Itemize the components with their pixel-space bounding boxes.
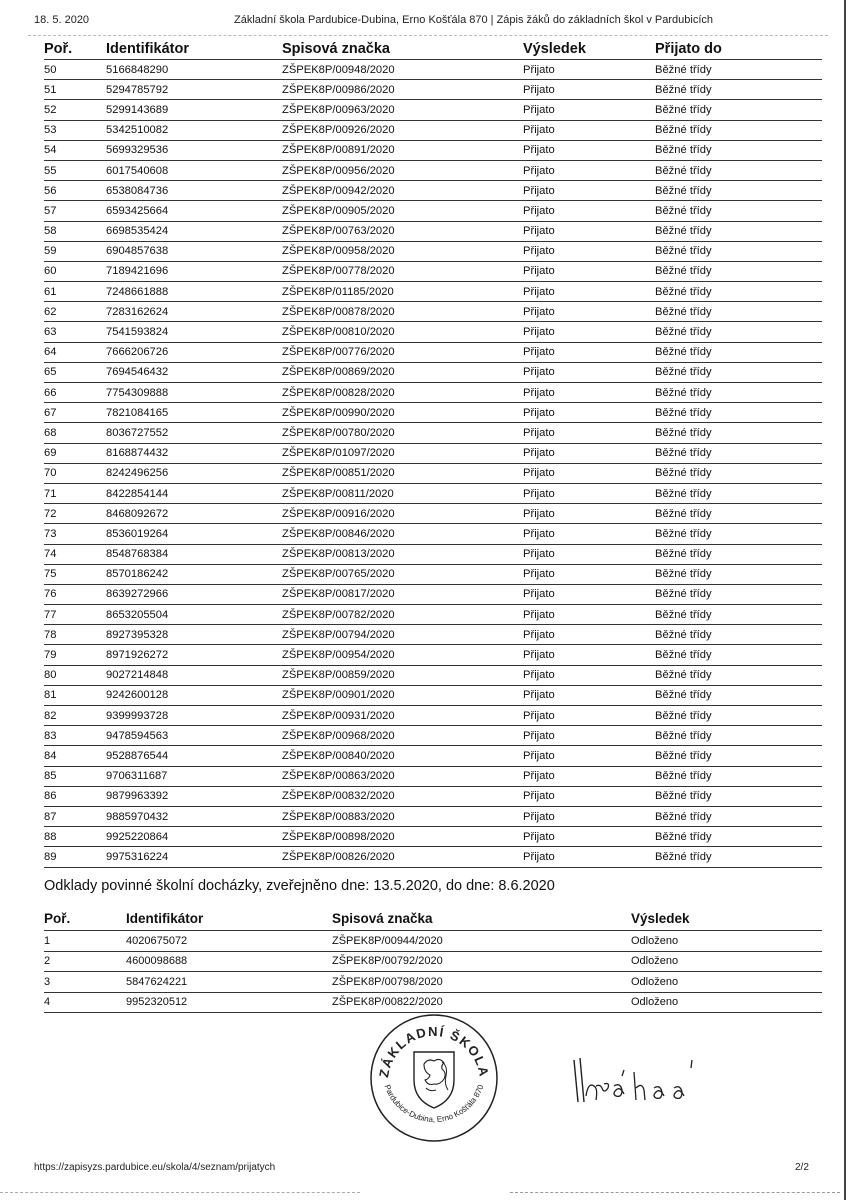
scan-edge-line	[844, 0, 846, 1200]
table-row	[44, 100, 822, 120]
table-row	[44, 221, 822, 241]
table-row	[44, 645, 822, 665]
cell-order: 1	[44, 931, 126, 952]
cell-admitted-to: Běžné třídy	[655, 645, 822, 665]
cell-file-number: ZŠPEK8P/00878/2020	[282, 302, 523, 322]
cell-identifier: 9528876544	[106, 746, 282, 766]
cell-admitted-to: Běžné třídy	[655, 746, 822, 766]
cell-file-number: ZŠPEK8P/00840/2020	[282, 746, 523, 766]
cell-file-number: ZŠPEK8P/00916/2020	[282, 504, 523, 524]
table-row	[44, 931, 822, 952]
table-row	[44, 766, 822, 786]
cell-identifier: 7189421696	[106, 261, 282, 281]
table-row	[44, 786, 822, 806]
cell-identifier: 8971926272	[106, 645, 282, 665]
cell-result: Přijato	[523, 60, 655, 80]
cell-result: Přijato	[523, 221, 655, 241]
admitted-table	[44, 38, 822, 868]
cell-order: 4	[44, 992, 126, 1013]
cell-admitted-to: Běžné třídy	[655, 685, 822, 705]
column-header-order: Poř.	[44, 906, 126, 931]
cell-order: 69	[44, 443, 106, 463]
cell-file-number: ZŠPEK8P/00963/2020	[282, 100, 523, 120]
table-row	[44, 726, 822, 746]
cell-admitted-to: Běžné třídy	[655, 342, 822, 362]
cell-identifier: 7666206726	[106, 342, 282, 362]
cell-identifier: 6904857638	[106, 241, 282, 261]
table-row	[44, 443, 822, 463]
cell-order: 64	[44, 342, 106, 362]
cell-file-number: ZŠPEK8P/01097/2020	[282, 443, 523, 463]
cell-admitted-to: Běžné třídy	[655, 160, 822, 180]
cell-result: Přijato	[523, 100, 655, 120]
cell-order: 71	[44, 483, 106, 503]
cell-result: Přijato	[523, 806, 655, 826]
table-row	[44, 423, 822, 443]
cell-order: 83	[44, 726, 106, 746]
cell-result: Přijato	[523, 181, 655, 201]
cell-file-number: ZŠPEK8P/00763/2020	[282, 221, 523, 241]
cell-result: Přijato	[523, 322, 655, 342]
cell-identifier: 9879963392	[106, 786, 282, 806]
cell-admitted-to: Běžné třídy	[655, 383, 822, 403]
cell-result: Přijato	[523, 120, 655, 140]
cell-result: Přijato	[523, 282, 655, 302]
cell-result: Přijato	[523, 847, 655, 867]
table-row	[44, 847, 822, 867]
cell-result: Přijato	[523, 261, 655, 281]
cell-identifier: 9242600128	[106, 685, 282, 705]
column-header-order: Poř.	[44, 38, 106, 60]
table-row	[44, 665, 822, 685]
cell-identifier: 4600098688	[126, 951, 332, 972]
cell-file-number: ZŠPEK8P/00810/2020	[282, 322, 523, 342]
cell-file-number: ZŠPEK8P/00986/2020	[282, 80, 523, 100]
cell-order: 62	[44, 302, 106, 322]
column-header-file-number: Spisová značka	[332, 906, 631, 931]
cell-order: 63	[44, 322, 106, 342]
cell-file-number: ZŠPEK8P/00778/2020	[282, 261, 523, 281]
cell-order: 85	[44, 766, 106, 786]
cell-admitted-to: Běžné třídy	[655, 241, 822, 261]
cell-order: 52	[44, 100, 106, 120]
cell-result: Přijato	[523, 423, 655, 443]
table-row	[44, 383, 822, 403]
column-header-identifier: Identifikátor	[106, 38, 282, 60]
cell-admitted-to: Běžné třídy	[655, 181, 822, 201]
table-header-row	[44, 38, 822, 60]
cell-identifier: 8422854144	[106, 483, 282, 503]
cell-file-number: ZŠPEK8P/00782/2020	[282, 605, 523, 625]
cell-identifier: 5294785792	[106, 80, 282, 100]
cell-admitted-to: Běžné třídy	[655, 362, 822, 382]
table-row	[44, 544, 822, 564]
table-row	[44, 241, 822, 261]
stamp-bottom-text: Pardubice-Dubina, Erno Košťála 870	[382, 1083, 486, 1125]
cell-result: Přijato	[523, 201, 655, 221]
cell-result: Přijato	[523, 746, 655, 766]
cell-order: 51	[44, 80, 106, 100]
cell-result: Odloženo	[631, 972, 822, 993]
cell-identifier: 9952320512	[126, 992, 332, 1013]
cell-identifier: 9706311687	[106, 766, 282, 786]
table-row	[44, 403, 822, 423]
cell-admitted-to: Běžné třídy	[655, 100, 822, 120]
cell-admitted-to: Běžné třídy	[655, 806, 822, 826]
cell-file-number: ZŠPEK8P/00958/2020	[282, 241, 523, 261]
cell-order: 87	[44, 806, 106, 826]
cell-result: Přijato	[523, 685, 655, 705]
cell-file-number: ZŠPEK8P/00942/2020	[282, 181, 523, 201]
admitted-table-body	[44, 60, 822, 868]
cell-result: Přijato	[523, 827, 655, 847]
table-row	[44, 504, 822, 524]
footer-url: https://zapisyzs.pardubice.eu/skola/4/seznam/prijatych	[34, 1162, 276, 1173]
cell-admitted-to: Běžné třídy	[655, 120, 822, 140]
cell-order: 70	[44, 463, 106, 483]
cell-admitted-to: Běžné třídy	[655, 302, 822, 322]
bottom-divider-left	[0, 1192, 360, 1193]
cell-identifier: 7754309888	[106, 383, 282, 403]
cell-result: Odloženo	[631, 992, 822, 1013]
cell-order: 88	[44, 827, 106, 847]
cell-identifier: 6538084736	[106, 181, 282, 201]
cell-identifier: 7541593824	[106, 322, 282, 342]
cell-file-number: ZŠPEK8P/00883/2020	[282, 806, 523, 826]
cell-order: 86	[44, 786, 106, 806]
column-header-result: Výsledek	[523, 38, 655, 60]
column-header-result: Výsledek	[631, 906, 822, 931]
table-row	[44, 261, 822, 281]
cell-identifier: 5342510082	[106, 120, 282, 140]
cell-result: Přijato	[523, 302, 655, 322]
cell-order: 67	[44, 403, 106, 423]
cell-file-number: ZŠPEK8P/00990/2020	[282, 403, 523, 423]
cell-file-number: ZŠPEK8P/00869/2020	[282, 362, 523, 382]
table-row	[44, 302, 822, 322]
cell-identifier: 8536019264	[106, 524, 282, 544]
cell-admitted-to: Běžné třídy	[655, 766, 822, 786]
table-row	[44, 140, 822, 160]
column-header-file-number: Spisová značka	[282, 38, 523, 60]
table-row	[44, 120, 822, 140]
cell-result: Přijato	[523, 80, 655, 100]
cell-file-number: ZŠPEK8P/00956/2020	[282, 160, 523, 180]
cell-order: 74	[44, 544, 106, 564]
cell-file-number: ZŠPEK8P/00891/2020	[282, 140, 523, 160]
school-stamp	[368, 1012, 500, 1144]
deferral-section-title: Odklady povinné školní docházky, zveřejněno dne: 13.5.2020, do dne: 8.6.2020	[44, 878, 555, 894]
table-row	[44, 746, 822, 766]
cell-result: Přijato	[523, 140, 655, 160]
cell-file-number: ZŠPEK8P/00813/2020	[282, 544, 523, 564]
cell-identifier: 5299143689	[106, 100, 282, 120]
cell-identifier: 9885970432	[106, 806, 282, 826]
header-divider	[28, 35, 828, 36]
cell-admitted-to: Běžné třídy	[655, 827, 822, 847]
table-header-row	[44, 906, 822, 931]
table-row	[44, 483, 822, 503]
cell-order: 75	[44, 564, 106, 584]
cell-result: Přijato	[523, 383, 655, 403]
cell-order: 89	[44, 847, 106, 867]
cell-file-number: ZŠPEK8P/00776/2020	[282, 342, 523, 362]
cell-admitted-to: Běžné třídy	[655, 524, 822, 544]
cell-admitted-to: Běžné třídy	[655, 483, 822, 503]
table-row	[44, 60, 822, 80]
table-row	[44, 80, 822, 100]
cell-admitted-to: Běžné třídy	[655, 706, 822, 726]
cell-admitted-to: Běžné třídy	[655, 282, 822, 302]
cell-order: 82	[44, 706, 106, 726]
cell-identifier: 8242496256	[106, 463, 282, 483]
cell-admitted-to: Běžné třídy	[655, 605, 822, 625]
cell-order: 53	[44, 120, 106, 140]
cell-result: Odloženo	[631, 951, 822, 972]
cell-result: Přijato	[523, 605, 655, 625]
cell-order: 81	[44, 685, 106, 705]
cell-order: 66	[44, 383, 106, 403]
table-row	[44, 605, 822, 625]
table-row	[44, 625, 822, 645]
cell-result: Přijato	[523, 645, 655, 665]
cell-identifier: 9478594563	[106, 726, 282, 746]
cell-order: 57	[44, 201, 106, 221]
cell-result: Přijato	[523, 160, 655, 180]
cell-identifier: 8036727552	[106, 423, 282, 443]
cell-file-number: ZŠPEK8P/00944/2020	[332, 931, 631, 952]
cell-result: Přijato	[523, 706, 655, 726]
cell-result: Přijato	[523, 483, 655, 503]
page-header	[34, 14, 808, 32]
table-row	[44, 362, 822, 382]
cell-result: Přijato	[523, 463, 655, 483]
table-row	[44, 951, 822, 972]
cell-identifier: 8927395328	[106, 625, 282, 645]
cell-order: 59	[44, 241, 106, 261]
table-row	[44, 706, 822, 726]
table-row	[44, 524, 822, 544]
cell-order: 3	[44, 972, 126, 993]
cell-identifier: 4020675072	[126, 931, 332, 952]
cell-identifier: 7694546432	[106, 362, 282, 382]
cell-admitted-to: Běžné třídy	[655, 665, 822, 685]
cell-identifier: 9975316224	[106, 847, 282, 867]
cell-file-number: ZŠPEK8P/01185/2020	[282, 282, 523, 302]
cell-order: 56	[44, 181, 106, 201]
cell-order: 50	[44, 60, 106, 80]
cell-order: 55	[44, 160, 106, 180]
cell-result: Přijato	[523, 665, 655, 685]
cell-identifier: 8168874432	[106, 443, 282, 463]
cell-admitted-to: Běžné třídy	[655, 201, 822, 221]
cell-identifier: 5699329536	[106, 140, 282, 160]
table-row	[44, 827, 822, 847]
cell-order: 80	[44, 665, 106, 685]
cell-admitted-to: Běžné třídy	[655, 322, 822, 342]
cell-order: 60	[44, 261, 106, 281]
cell-identifier: 9925220864	[106, 827, 282, 847]
cell-result: Přijato	[523, 342, 655, 362]
cell-file-number: ZŠPEK8P/00926/2020	[282, 120, 523, 140]
column-header-admitted-to: Přijato do	[655, 38, 822, 60]
cell-result: Přijato	[523, 584, 655, 604]
cell-file-number: ZŠPEK8P/00846/2020	[282, 524, 523, 544]
cell-identifier: 6593425664	[106, 201, 282, 221]
cell-admitted-to: Běžné třídy	[655, 847, 822, 867]
czech-lion-coat-of-arms-icon	[414, 1052, 454, 1108]
cell-admitted-to: Běžné třídy	[655, 564, 822, 584]
table-row	[44, 806, 822, 826]
cell-order: 78	[44, 625, 106, 645]
cell-order: 76	[44, 584, 106, 604]
cell-admitted-to: Běžné třídy	[655, 584, 822, 604]
cell-admitted-to: Běžné třídy	[655, 80, 822, 100]
print-date: 18. 5. 2020	[34, 14, 90, 26]
cell-file-number: ZŠPEK8P/00954/2020	[282, 645, 523, 665]
table-row	[44, 972, 822, 993]
cell-result: Přijato	[523, 766, 655, 786]
cell-result: Přijato	[523, 362, 655, 382]
cell-identifier: 8639272966	[106, 584, 282, 604]
cell-identifier: 5847624221	[126, 972, 332, 993]
cell-identifier: 9399993728	[106, 706, 282, 726]
deferral-table	[44, 906, 822, 1013]
cell-identifier: 8468092672	[106, 504, 282, 524]
cell-admitted-to: Běžné třídy	[655, 403, 822, 423]
cell-admitted-to: Běžné třídy	[655, 463, 822, 483]
cell-file-number: ZŠPEK8P/00948/2020	[282, 60, 523, 80]
cell-order: 68	[44, 423, 106, 443]
table-row	[44, 160, 822, 180]
cell-order: 2	[44, 951, 126, 972]
cell-file-number: ZŠPEK8P/00828/2020	[282, 383, 523, 403]
cell-file-number: ZŠPEK8P/00780/2020	[282, 423, 523, 443]
cell-order: 84	[44, 746, 106, 766]
cell-file-number: ZŠPEK8P/00822/2020	[332, 992, 631, 1013]
bottom-divider-right	[510, 1192, 840, 1193]
cell-identifier: 9027214848	[106, 665, 282, 685]
cell-result: Přijato	[523, 443, 655, 463]
cell-admitted-to: Běžné třídy	[655, 504, 822, 524]
page-number: 2/2	[795, 1162, 809, 1173]
cell-result: Přijato	[523, 564, 655, 584]
cell-identifier: 6698535424	[106, 221, 282, 241]
cell-file-number: ZŠPEK8P/00898/2020	[282, 827, 523, 847]
table-row	[44, 685, 822, 705]
cell-result: Přijato	[523, 786, 655, 806]
table-row	[44, 181, 822, 201]
cell-admitted-to: Běžné třídy	[655, 423, 822, 443]
cell-identifier: 5166848290	[106, 60, 282, 80]
table-row	[44, 282, 822, 302]
table-row	[44, 992, 822, 1013]
cell-order: 72	[44, 504, 106, 524]
cell-file-number: ZŠPEK8P/00765/2020	[282, 564, 523, 584]
cell-file-number: ZŠPEK8P/00901/2020	[282, 685, 523, 705]
cell-admitted-to: Běžné třídy	[655, 221, 822, 241]
cell-result: Přijato	[523, 544, 655, 564]
cell-result: Přijato	[523, 524, 655, 544]
cell-identifier: 8548768384	[106, 544, 282, 564]
cell-identifier: 6017540608	[106, 160, 282, 180]
cell-admitted-to: Běžné třídy	[655, 544, 822, 564]
cell-file-number: ZŠPEK8P/00931/2020	[282, 706, 523, 726]
table-row	[44, 201, 822, 221]
cell-order: 73	[44, 524, 106, 544]
column-header-identifier: Identifikátor	[126, 906, 332, 931]
cell-order: 79	[44, 645, 106, 665]
table-row	[44, 584, 822, 604]
cell-identifier: 7248661888	[106, 282, 282, 302]
cell-result: Přijato	[523, 504, 655, 524]
table-row	[44, 463, 822, 483]
cell-admitted-to: Běžné třídy	[655, 786, 822, 806]
cell-file-number: ZŠPEK8P/00859/2020	[282, 665, 523, 685]
cell-identifier: 7283162624	[106, 302, 282, 322]
cell-file-number: ZŠPEK8P/00905/2020	[282, 201, 523, 221]
cell-order: 65	[44, 362, 106, 382]
document-title: Základní škola Pardubice-Dubina, Erno Košťála 870 | Zápis žáků do základních škol v Pardubicích	[234, 14, 714, 26]
cell-result: Odloženo	[631, 931, 822, 952]
table-row	[44, 564, 822, 584]
cell-admitted-to: Běžné třídy	[655, 625, 822, 645]
cell-admitted-to: Běžné třídy	[655, 140, 822, 160]
cell-result: Přijato	[523, 726, 655, 746]
cell-file-number: ZŠPEK8P/00817/2020	[282, 584, 523, 604]
table-row	[44, 322, 822, 342]
cell-order: 61	[44, 282, 106, 302]
cell-result: Přijato	[523, 241, 655, 261]
cell-order: 77	[44, 605, 106, 625]
cell-file-number: ZŠPEK8P/00792/2020	[332, 951, 631, 972]
table-row	[44, 342, 822, 362]
cell-file-number: ZŠPEK8P/00968/2020	[282, 726, 523, 746]
deferral-table-body	[44, 931, 822, 1013]
cell-file-number: ZŠPEK8P/00851/2020	[282, 463, 523, 483]
cell-order: 58	[44, 221, 106, 241]
cell-identifier: 8653205504	[106, 605, 282, 625]
cell-identifier: 8570186242	[106, 564, 282, 584]
cell-file-number: ZŠPEK8P/00794/2020	[282, 625, 523, 645]
cell-file-number: ZŠPEK8P/00832/2020	[282, 786, 523, 806]
cell-result: Přijato	[523, 625, 655, 645]
cell-admitted-to: Běžné třídy	[655, 726, 822, 746]
handwritten-signature	[568, 1052, 718, 1110]
cell-file-number: ZŠPEK8P/00826/2020	[282, 847, 523, 867]
cell-file-number: ZŠPEK8P/00798/2020	[332, 972, 631, 993]
cell-result: Přijato	[523, 403, 655, 423]
cell-admitted-to: Běžné třídy	[655, 261, 822, 281]
cell-admitted-to: Běžné třídy	[655, 443, 822, 463]
stamp-top-text: ZÁKLADNÍ ŠKOLA	[376, 1023, 492, 1079]
cell-admitted-to: Běžné třídy	[655, 60, 822, 80]
cell-identifier: 7821084165	[106, 403, 282, 423]
cell-order: 54	[44, 140, 106, 160]
cell-file-number: ZŠPEK8P/00863/2020	[282, 766, 523, 786]
cell-file-number: ZŠPEK8P/00811/2020	[282, 483, 523, 503]
